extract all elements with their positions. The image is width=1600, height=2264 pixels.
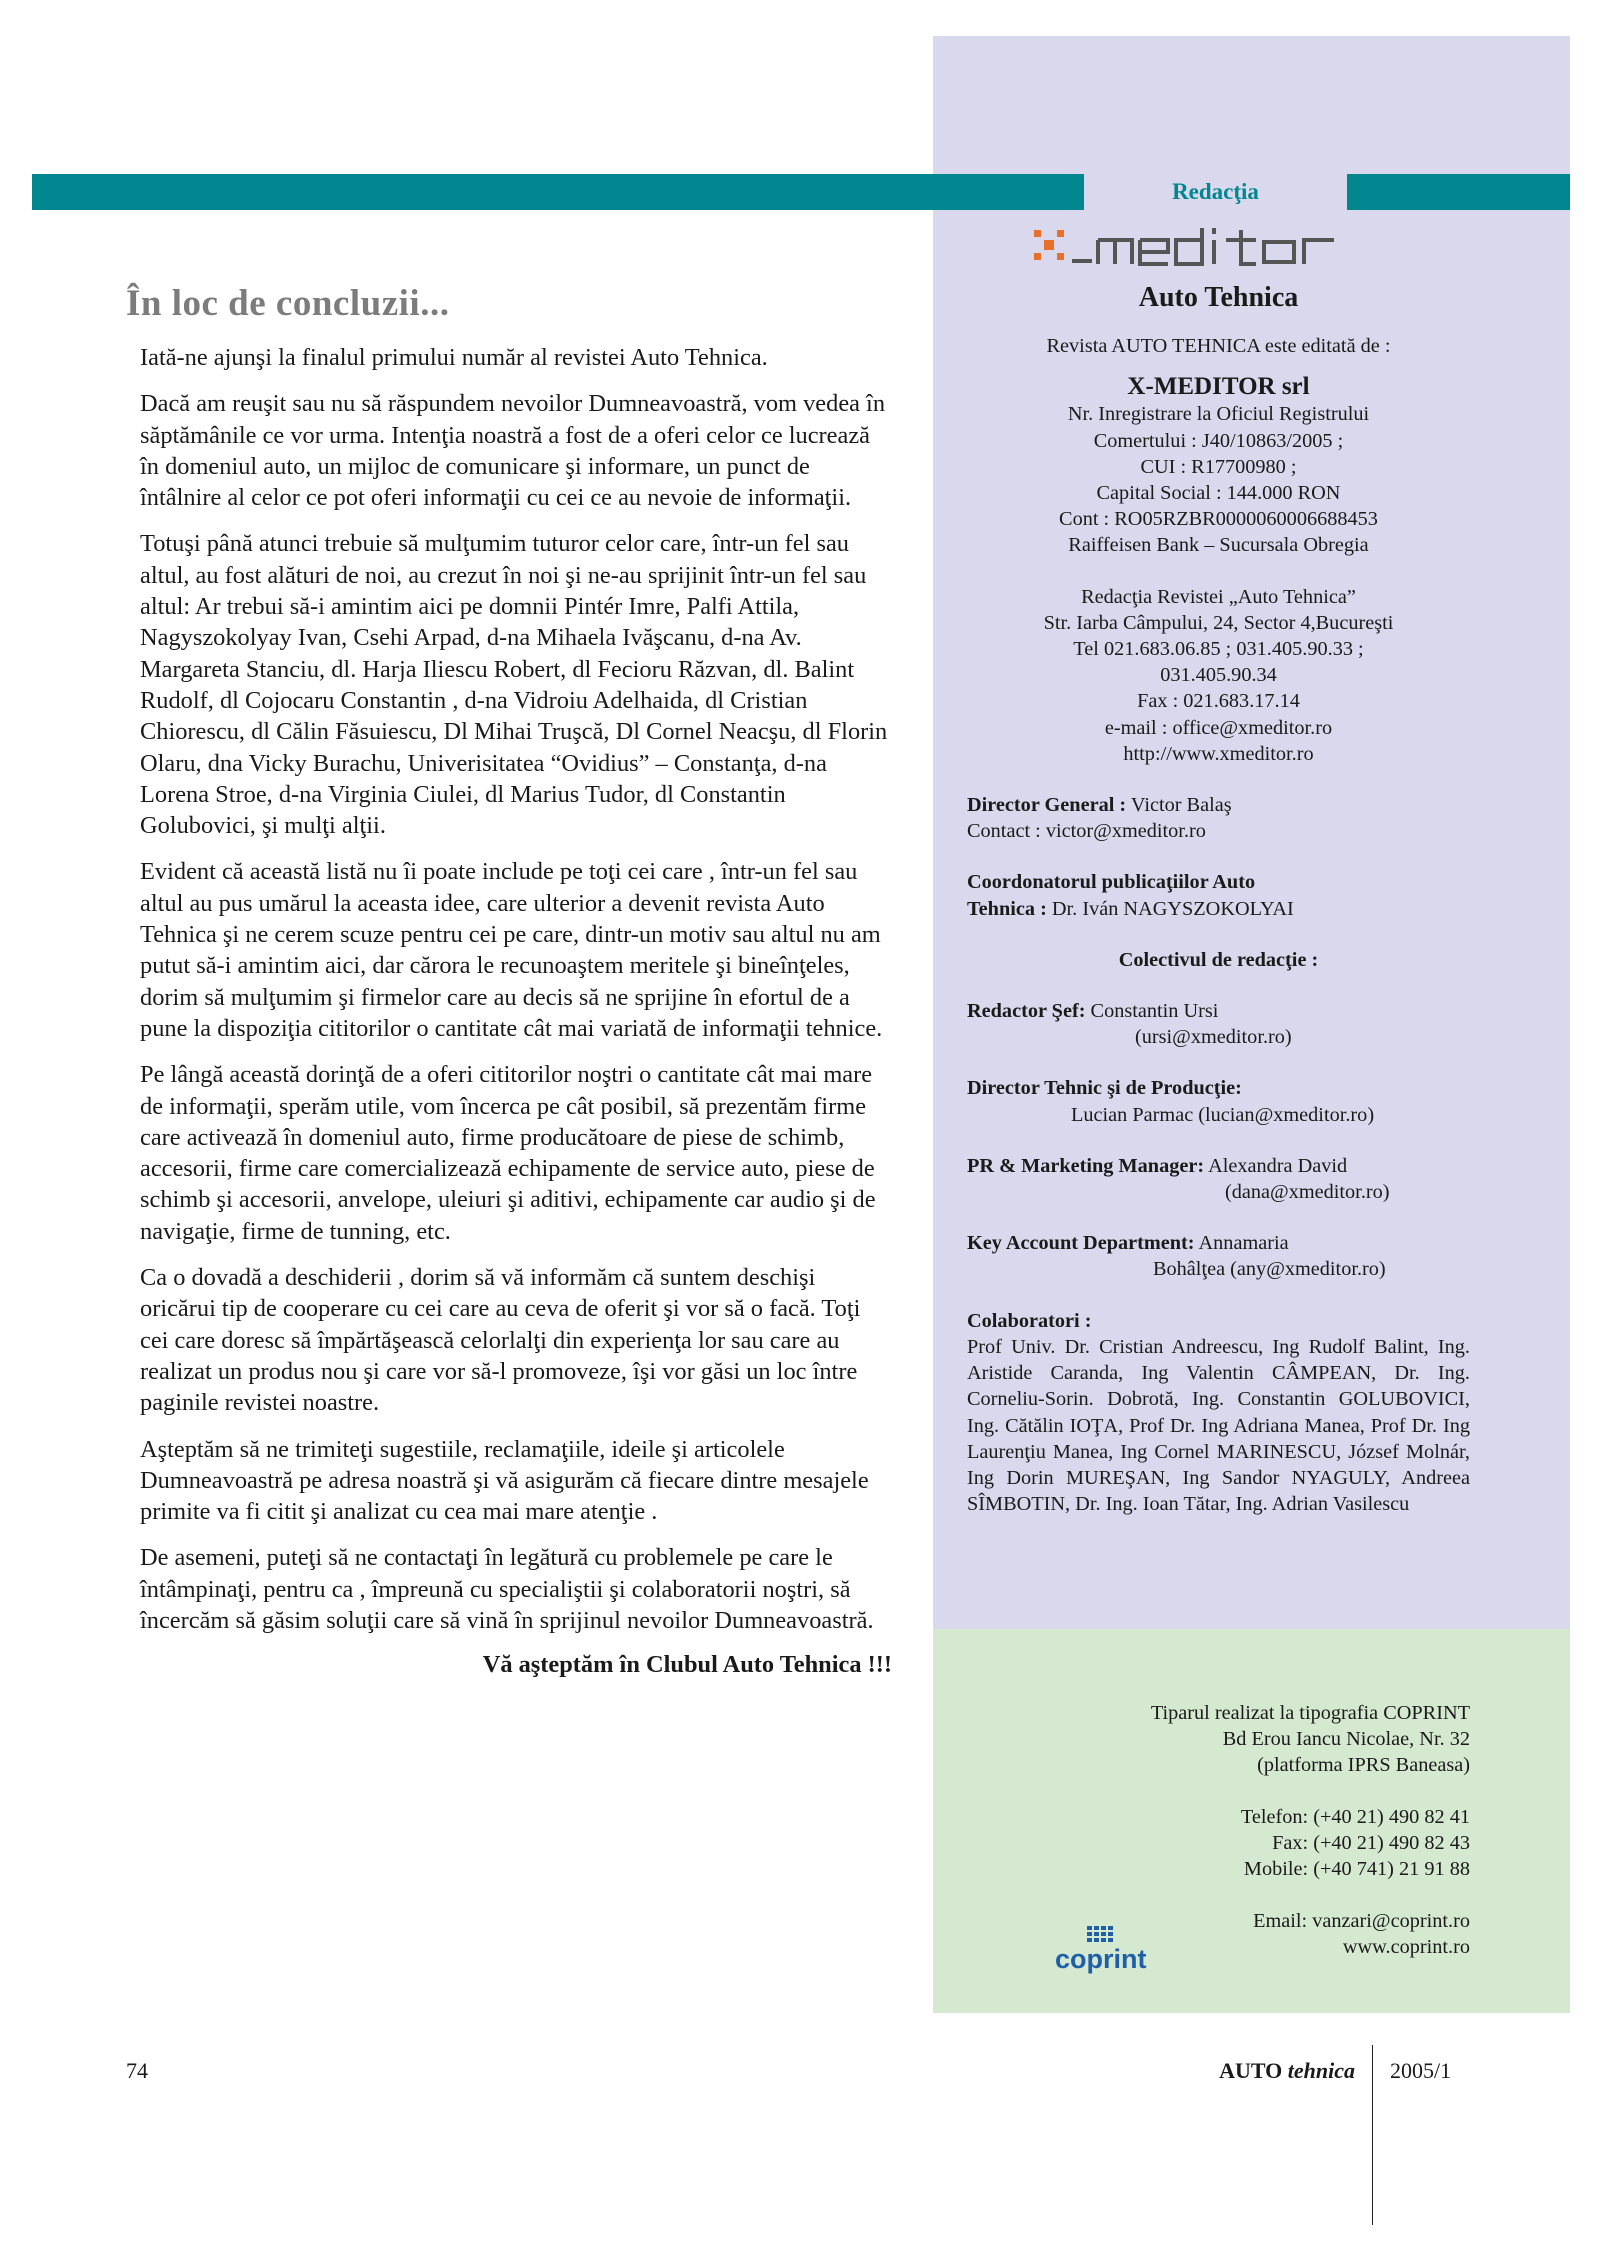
footer-divider bbox=[1372, 2045, 1373, 2225]
printing-email: Email: vanzari@coprint.ro bbox=[1253, 1910, 1470, 1932]
key-account bbox=[967, 1230, 1470, 1256]
article-title: În loc de concluzii... bbox=[126, 283, 450, 324]
key-account-name: Annamaria bbox=[1194, 1232, 1289, 1255]
address-line: Redacţia Revistei „Auto Tehnica” bbox=[1081, 585, 1356, 608]
director-general-label: Director General : bbox=[967, 794, 1127, 817]
address-line: 031.405.90.34 bbox=[1160, 664, 1277, 687]
address-line: e-mail : office@xmeditor.ro bbox=[1104, 716, 1333, 739]
editor-chief bbox=[967, 998, 1470, 1024]
pr-name: Alexandra David bbox=[1204, 1154, 1348, 1177]
coordinator-name: Dr. Iván NAGYSZOKOLYAI bbox=[1046, 897, 1294, 920]
header-bar-right bbox=[1347, 174, 1570, 210]
pr-manager bbox=[967, 1153, 1470, 1179]
company-line: Cont : RO05RZBR0000060006688453 bbox=[1059, 508, 1378, 531]
printing-line: Tiparul realizat la tipografia COPRINT bbox=[1150, 1702, 1470, 1724]
collaborators-list: Prof Univ. Dr. Cristian Andreescu, Ing Rudolf Balint, Ing. Aristide Caranda, Ing Valentin CÂMPEAN, Dr. Ing. Corneliu-Sorin. Dobrotă, Ing. Constantin GOLUBOVICI, Ing. Cătălin IOŢA, Prof Dr. Ing Adriana Manea, Prof Dr. Ing Laurenţiu Manea, Ing Cornel MARINESCU, József Molnár, Ing Dorin MUREŞAN, Ing Sandor NYAGULY, Andreea SÎMBOTIN, Dr. Ing. Ioan Tătar, Ing. Adrian Vasilescu bbox=[967, 1335, 1470, 1516]
coprint-logo-mark bbox=[1053, 1924, 1163, 1980]
masthead bbox=[967, 282, 1470, 1517]
key-account-name-2: Bohâlţea (any@xmeditor.ro) bbox=[1153, 1258, 1386, 1281]
printing-info bbox=[1040, 1700, 1470, 1960]
company-line: CUI : R17700980 ; bbox=[1140, 455, 1297, 478]
section-label: Redacţia bbox=[1172, 179, 1259, 204]
address-line: Tel 021.683.06.85 ; 031.405.90.33 ; bbox=[1073, 638, 1364, 661]
company-line: Raiffeisen Bank – Sucursala Obregia bbox=[1068, 534, 1369, 557]
xmeditor-logo-mark bbox=[1032, 226, 1362, 266]
issue-number: 2005/1 bbox=[1390, 2058, 1452, 2083]
article-paragraph: Evident că această listă nu îi poate include pe toţi cei care , într-un fel sau altul au pus umărul la aceasta idee, care ulterior a devenit revista Auto Tehnica şi ne cerem scuze pentru cei pe care, dintr-un motiv sau altul nu am putut să-i amintim aici, dar cărora le recunoaştem meritele şi bineînţeles, dorim să mulţumim şi firmelor care au decis să ne sprijine în efortul de a pune la dispoziţia cititorilor o cantitate cât mai variată de informaţii tehnice. bbox=[140, 858, 883, 1042]
printing-website: www.coprint.ro bbox=[1342, 1936, 1470, 1958]
pr-email: (dana@xmeditor.ro) bbox=[1225, 1181, 1390, 1204]
printing-phone: Telefon: (+40 21) 490 82 41 bbox=[1240, 1806, 1470, 1828]
article-paragraph: Aşteptăm să ne trimiteţi sugestiile, reclamaţiile, ideile şi articolele Dumneavoastră pe adresa noastră şi vă asigurăm că fiecare dintre mesajele primite va fi citit şi analizat cu cea mai mare atenţie . bbox=[140, 1435, 869, 1526]
header-bar-left bbox=[32, 174, 1084, 210]
key-account-label: Key Account Department: bbox=[967, 1232, 1195, 1255]
tech-director-name: Lucian Parmac (lucian@xmeditor.ro) bbox=[1071, 1103, 1375, 1126]
coprint-logo bbox=[1053, 1924, 1163, 1980]
editor-chief-label: Redactor Şef: bbox=[967, 1000, 1086, 1023]
article-paragraph: Iată-ne ajunşi la finalul primului număr al revistei Auto Tehnica. bbox=[140, 344, 768, 371]
address-line: http://www.xmeditor.ro bbox=[1123, 742, 1314, 765]
editor-chief-email: (ursi@xmeditor.ro) bbox=[1135, 1026, 1292, 1049]
page-number: 74 bbox=[126, 2058, 148, 2083]
printing-line: Bd Erou Iancu Nicolae, Nr. 32 bbox=[1222, 1728, 1470, 1750]
edited-by-line: Revista AUTO TEHNICA este editată de : bbox=[1046, 335, 1391, 358]
staff-heading: Colectivul de redacţie : bbox=[1118, 948, 1319, 971]
magazine-name: AUTO tehnica bbox=[1219, 2058, 1355, 2083]
printing-mobile: Mobile: (+40 741) 21 91 88 bbox=[1243, 1858, 1470, 1880]
director-general-name: Victor Balaş bbox=[1126, 794, 1232, 817]
pr-label: PR & Marketing Manager: bbox=[967, 1154, 1205, 1177]
collaborators-label: Colaboratori : bbox=[967, 1309, 1092, 1332]
article-paragraph: Pe lângă această dorinţă de a oferi cititorilor noştri o cantitate cât mai mare de informaţii, sperăm utile, vom încerca pe cât posibil, să prezentăm firme care activează în domeniul auto, firme producătoare de piese de schimb, accesorii, firme care comercializează echipamente de service auto, piese de schimb şi accesorii, anvelope, uleiuri şi aditivi, echipamente car audio şi de navigaţie, firme de tunning, etc. bbox=[140, 1061, 876, 1245]
printing-line: (platforma IPRS Baneasa) bbox=[1257, 1754, 1470, 1776]
coordinator-label-2: Tehnica : bbox=[967, 897, 1047, 920]
article-paragraph: Dacă am reuşit sau nu să răspundem nevoilor Dumneavoastră, vom vedea în săptămânile ce vor urma. Intenţia noastră a fost de a oferi celor ce lucrează în domeniul auto, un mijloc de comunicare şi informare, un punct de întâlnire al celor ce pot oferi informaţii cu cei ce au nevoie de informaţii. bbox=[140, 390, 886, 512]
company-line: Comertului : J40/10863/2005 ; bbox=[1093, 429, 1344, 452]
article-paragraph: Ca o dovadă a deschiderii , dorim să vă informăm că suntem deschişi oricărui tip de cooperare cu cei care au ceva de oferit şi vor să o facă. Toţi cei care doresc să împărtăşească celorlalţi din experienţa lor sau care au realizat un produs nou şi care vor să-l promoveze, îşi vor găsi un loc între paginile revistei noastre. bbox=[140, 1264, 861, 1417]
closing-line: Vă aşteptăm în Clubul Auto Tehnica !!! bbox=[482, 1651, 892, 1679]
tech-director-label: Director Tehnic şi de Producţie: bbox=[967, 1077, 1242, 1100]
company-name: X-MEDITOR srl bbox=[1127, 373, 1310, 401]
director-general bbox=[967, 792, 1470, 818]
article-body bbox=[140, 342, 892, 1681]
masthead-title: Auto Tehnica bbox=[1138, 282, 1299, 313]
editor-chief-name: Constantin Ursi bbox=[1085, 1000, 1219, 1023]
company-line: Capital Social : 144.000 RON bbox=[1096, 482, 1341, 505]
svg-text:coprint: coprint bbox=[1055, 1944, 1147, 1974]
coordinator bbox=[967, 896, 1470, 922]
xmeditor-logo bbox=[1032, 226, 1362, 266]
contact-line: Contact : victor@xmeditor.ro bbox=[967, 820, 1206, 843]
article-paragraph: De asemeni, puteţi să ne contactaţi în legătură cu problemele pe care le întâmpinaţi, pentru ca , împreună cu specialiştii şi colaboratorii noştri, să încercăm să găsim soluţii care să vină în sprijinul nevoilor Dumneavoastră. bbox=[140, 1544, 874, 1634]
coordinator-label: Coordonatorul publicaţiilor Auto bbox=[967, 871, 1256, 894]
article-paragraph: Totuşi până atunci trebuie să mulţumim tuturor celor care, într-un fel sau altul, au fost alături de noi, au crezut în noi şi ne-au sprijinit într-un fel sau altul: Ar trebui să-i amintim aici pe domnii Pintér Imre, Palfi Attila, Nagyszokolyay Ivan, Csehi Arpad, d-na Mihaela Ivăşcanu, d-na Av. Margareta Stanciu, dl. Harja Iliescu Robert, dl Fecioru Răzvan, dl. Balint Rudolf, dl Cojocaru Constantin , d-na Vidroiu Adelhaida, dl Cristian Chiorescu, dl Călin Făsuiescu, Dl Mihai Truşcă, Dl Cornel Neacşu, dl Florin Olaru, dna Vicky Burachu, Univerisitatea “Ovidius” – Constanţa, d-na Lorena Stroe, d-na Virginia Ciulei, dl Marius Tudor, dl Constantin Golubovici, şi mulţi alţii. bbox=[140, 530, 888, 840]
address-line: Str. Iarba Câmpului, 24, Sector 4,Bucureşti bbox=[1043, 611, 1394, 634]
printing-fax: Fax: (+40 21) 490 82 43 bbox=[1272, 1832, 1470, 1854]
address-line: Fax : 021.683.17.14 bbox=[1137, 690, 1300, 713]
company-line: Nr. Inregistrare la Oficiul Registrului bbox=[1067, 403, 1370, 426]
